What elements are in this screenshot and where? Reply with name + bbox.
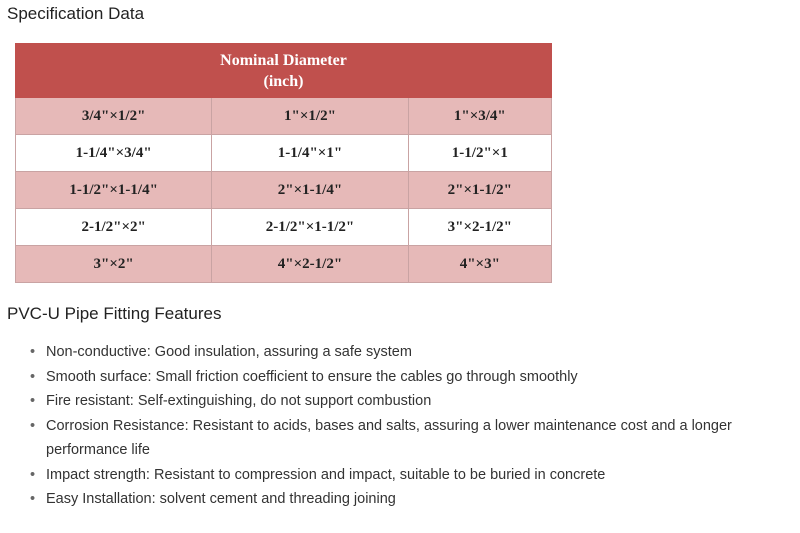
- bullet-icon: •: [30, 368, 36, 385]
- bullet-icon: •: [30, 344, 36, 360]
- table-cell: 4"×2-1/2": [212, 246, 408, 283]
- table-row: [16, 246, 552, 283]
- table-header-line2: (inch): [263, 72, 304, 90]
- list-item: [30, 463, 790, 488]
- features-list: [30, 340, 790, 512]
- feature-text: Corrosion Resistance: Resistant to acids, bases and salts, assuring a lower maintenance cost and a longer performance life: [46, 417, 732, 458]
- feature-text: Smooth surface: Small friction coefficient to ensure the cables go through smoothly: [46, 368, 578, 385]
- list-item: [30, 389, 790, 414]
- table-row: [16, 209, 552, 246]
- list-item: [30, 365, 790, 390]
- table-cell: 4"×3": [408, 246, 551, 283]
- table-row: [16, 135, 552, 172]
- feature-text: Non-conductive: Good insulation, assuring a safe system: [46, 344, 412, 360]
- table-cell: 1-1/2"×1: [408, 135, 551, 172]
- feature-text: Easy Installation: solvent cement and threading joining: [46, 491, 396, 507]
- list-item: [30, 487, 790, 512]
- feature-text: Impact strength: Resistant to compression and impact, suitable to be buried in concrete: [46, 466, 606, 483]
- bullet-icon: •: [30, 417, 36, 434]
- table-cell: 3"×2-1/2": [408, 209, 551, 246]
- spec-heading: Specification Data: [7, 4, 145, 23]
- table-cell: 1"×1/2": [212, 98, 408, 135]
- feature-text: Fire resistant: Self-extinguishing, do not support combustion: [46, 393, 432, 409]
- table-cell: 3/4"×1/2": [16, 98, 212, 135]
- table-header-line1: Nominal Diameter: [220, 51, 347, 69]
- table-cell: 1"×3/4": [408, 98, 551, 135]
- table-cell: 2-1/2"×2": [16, 209, 212, 246]
- list-item: [30, 340, 790, 365]
- table-cell: 1-1/4"×3/4": [16, 135, 212, 172]
- nominal-diameter-table: [15, 43, 552, 283]
- bullet-icon: •: [30, 491, 36, 507]
- table-cell: 2"×1-1/4": [212, 172, 408, 209]
- table-cell: 2-1/2"×1-1/2": [212, 209, 408, 246]
- list-item: [30, 414, 790, 463]
- features-heading: PVC-U Pipe Fitting Features: [7, 304, 222, 323]
- table-row: [16, 172, 552, 209]
- table-cell: 1-1/2"×1-1/4": [16, 172, 212, 209]
- table-cell: 3"×2": [16, 246, 212, 283]
- table-header: [16, 44, 552, 98]
- table-cell: 1-1/4"×1": [212, 135, 408, 172]
- table-row: [16, 98, 552, 135]
- table-cell: 2"×1-1/2": [408, 172, 551, 209]
- bullet-icon: •: [30, 466, 36, 483]
- bullet-icon: •: [30, 393, 36, 409]
